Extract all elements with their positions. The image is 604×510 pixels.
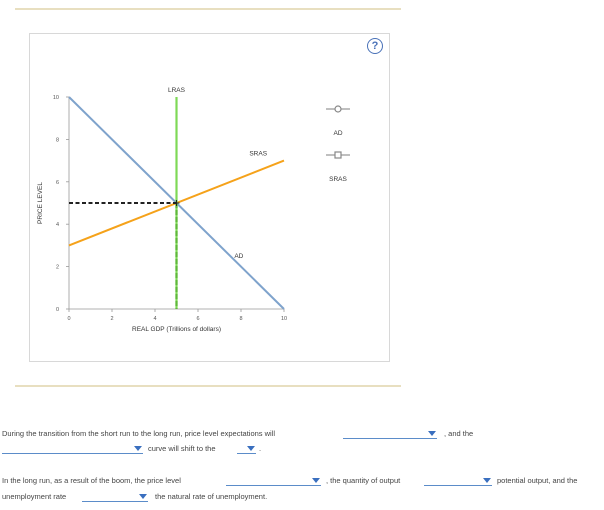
y-tick-label: 2 — [55, 264, 59, 271]
legend-sras-square-icon — [335, 152, 341, 158]
quantity-output-dropdown[interactable] — [424, 476, 492, 486]
y-tick-label: 8 — [55, 137, 59, 144]
sras-label: SRAS — [249, 150, 268, 158]
top-divider — [15, 8, 401, 10]
lras-label: LRAS — [168, 87, 185, 94]
graph-panel — [29, 33, 390, 362]
chevron-down-icon — [134, 446, 142, 451]
x-tick-label: 6 — [196, 316, 200, 322]
y-tick-label: 0 — [55, 307, 59, 313]
unemployment-dropdown[interactable] — [82, 492, 148, 502]
price-expectations-dropdown[interactable] — [343, 429, 437, 439]
x-tick-label: 10 — [280, 316, 288, 322]
q2-text-d: unemployment rate — [2, 492, 67, 501]
curve-dropdown[interactable] — [2, 444, 143, 454]
q2-text-b: , the quantity of output — [326, 476, 401, 485]
y-tick-label: 6 — [55, 179, 59, 186]
y-tick-label: 10 — [52, 95, 59, 101]
x-tick-label: 2 — [110, 316, 114, 322]
q2-text-a: In the long run, as a result of the boom, the price level — [2, 476, 181, 485]
q1-text-d: . — [259, 444, 262, 453]
legend-ad-label: AD — [333, 130, 343, 137]
x-tick-label: 8 — [239, 316, 243, 322]
ad-label: AD — [234, 253, 244, 261]
q1-text-b: , and the — [444, 429, 474, 438]
help-icon[interactable]: ? — [367, 38, 383, 54]
q2-text-c: potential output, and the — [497, 476, 578, 485]
x-tick-label: 4 — [153, 316, 157, 322]
q1-text-a: During the transition from the short run to the long run, price level expectations will — [2, 429, 276, 438]
q1-text-c: curve will shift to the — [148, 444, 216, 453]
price-level-dropdown[interactable] — [226, 476, 321, 486]
legend-ad-circle-icon — [335, 106, 341, 112]
chevron-down-icon — [139, 494, 147, 499]
chevron-down-icon — [483, 478, 491, 483]
y-tick-label: 4 — [55, 222, 59, 229]
y-axis-label: PRICE LEVEL — [37, 182, 44, 224]
ad-as-chart[interactable] — [30, 34, 389, 361]
chevron-down-icon — [247, 446, 255, 451]
x-tick-label: 0 — [67, 316, 71, 322]
legend-sras-label: SRAS — [329, 176, 347, 183]
x-axis-label: REAL GDP (Trillions of dollars) — [132, 326, 221, 333]
shift-direction-dropdown[interactable] — [237, 444, 256, 454]
chevron-down-icon — [428, 431, 436, 436]
q2-text-e: the natural rate of unemployment. — [155, 492, 268, 501]
chevron-down-icon — [312, 478, 320, 483]
bottom-divider — [15, 385, 401, 387]
